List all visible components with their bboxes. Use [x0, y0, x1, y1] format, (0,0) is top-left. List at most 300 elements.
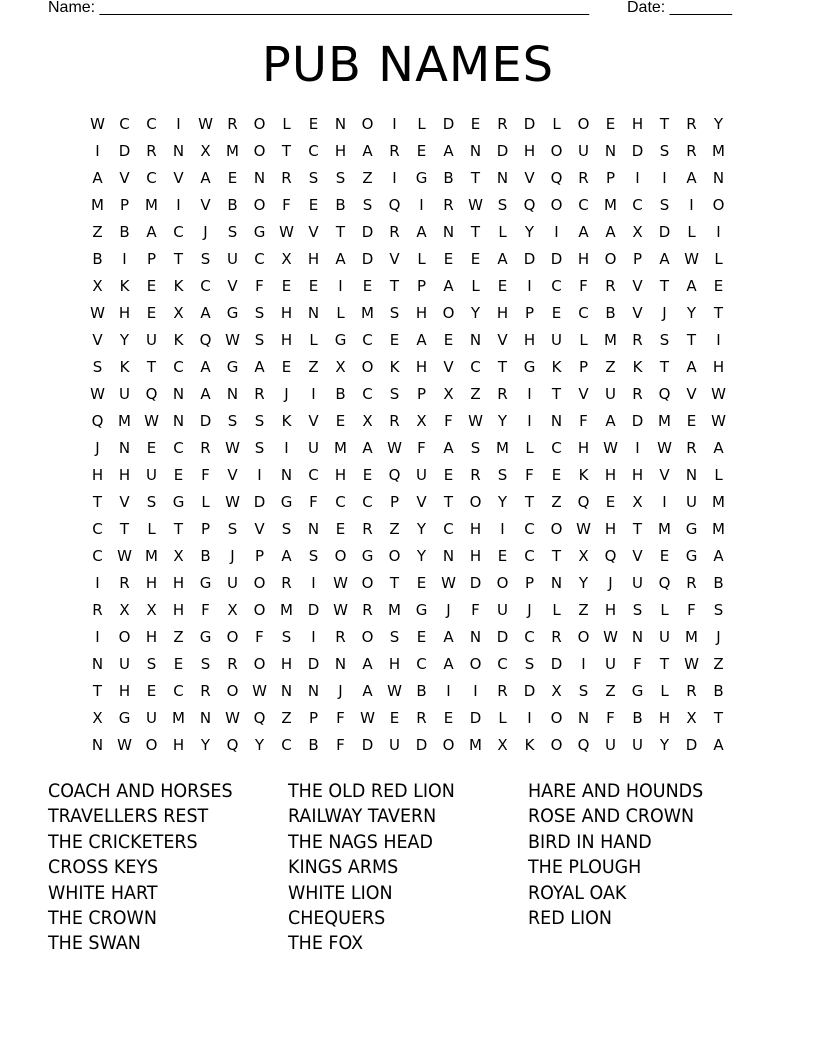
- grid-letter: C: [362, 493, 373, 511]
- grid-row: [84, 408, 732, 435]
- grid-letter: I: [176, 115, 181, 133]
- grid-letter: C: [146, 115, 157, 133]
- grid-letter: H: [631, 115, 644, 133]
- grid-letter: B: [200, 547, 211, 565]
- grid-letter: M: [604, 196, 617, 214]
- grid-letter: P: [605, 169, 616, 187]
- grid-letter: S: [659, 142, 670, 160]
- grid-letter: I: [716, 223, 721, 241]
- grid-letter: C: [173, 358, 184, 376]
- grid-letter: Z: [470, 385, 481, 403]
- grid-letter: S: [254, 331, 265, 349]
- grid-letter: M: [712, 142, 725, 160]
- grid-letter: E: [605, 493, 616, 511]
- grid-letter: R: [551, 628, 562, 646]
- grid-letter: D: [307, 601, 320, 619]
- grid-letter: L: [552, 601, 561, 619]
- grid-letter: M: [496, 439, 509, 457]
- grid-letter: W: [144, 412, 159, 430]
- grid-letter: M: [91, 196, 104, 214]
- grid-letter: X: [551, 682, 562, 700]
- grid-letter: D: [469, 574, 482, 592]
- grid-letter: N: [199, 709, 212, 727]
- grid-letter: Z: [92, 223, 103, 241]
- grid-letter: H: [307, 250, 320, 268]
- grid-letter: D: [523, 115, 536, 133]
- grid-letter: S: [362, 196, 373, 214]
- grid-letter: D: [631, 142, 644, 160]
- grid-letter: I: [635, 169, 640, 187]
- grid-letter: K: [551, 358, 562, 376]
- grid-letter: X: [173, 547, 184, 565]
- grid-letter: W: [711, 385, 726, 403]
- grid-letter: B: [443, 169, 454, 187]
- name-line: Name: _______________________________________________________: [48, 0, 589, 16]
- grid-letter: B: [335, 196, 346, 214]
- grid-letter: U: [389, 736, 400, 754]
- grid-letter: I: [662, 493, 667, 511]
- grid-row: [84, 732, 732, 759]
- grid-letter: L: [498, 709, 507, 727]
- grid-letter: H: [523, 331, 536, 349]
- grid-letter: B: [713, 682, 724, 700]
- grid-letter: S: [200, 655, 211, 673]
- word-list-item: THE OLD RED LION: [288, 780, 455, 802]
- grid-letter: R: [92, 601, 103, 619]
- grid-letter: T: [389, 277, 400, 295]
- grid-letter: R: [686, 142, 697, 160]
- grid-letter: N: [307, 520, 320, 538]
- grid-letter: C: [578, 304, 589, 322]
- grid-letter: D: [523, 682, 536, 700]
- grid-letter: G: [685, 547, 698, 565]
- grid-letter: Q: [604, 547, 617, 565]
- grid-letter: I: [392, 115, 397, 133]
- grid-letter: D: [361, 250, 374, 268]
- grid-letter: H: [604, 601, 617, 619]
- grid-letter: S: [92, 358, 103, 376]
- grid-letter: M: [685, 628, 698, 646]
- grid-letter: R: [389, 223, 400, 241]
- grid-letter: Q: [91, 412, 104, 430]
- grid-letter: O: [442, 304, 455, 322]
- word-list-item: THE PLOUGH: [528, 856, 642, 879]
- grid-letter: M: [118, 412, 131, 430]
- grid-letter: A: [416, 223, 427, 241]
- grid-letter: I: [311, 628, 316, 646]
- grid-letter: A: [362, 655, 373, 673]
- grid-letter: Q: [658, 385, 671, 403]
- grid-letter: S: [335, 169, 346, 187]
- grid-letter: G: [415, 601, 428, 619]
- grid-letter: E: [308, 115, 319, 133]
- grid-letter: M: [334, 439, 347, 457]
- word-list-item: CHEQUERS: [288, 907, 386, 930]
- grid-letter: J: [716, 628, 721, 646]
- grid-letter: J: [284, 385, 289, 403]
- grid-row: [84, 192, 732, 219]
- grid-letter: A: [686, 358, 697, 376]
- grid-letter: M: [226, 142, 239, 160]
- grid-letter: R: [227, 655, 238, 673]
- grid-letter: W: [279, 223, 294, 241]
- grid-letter: I: [554, 223, 559, 241]
- grid-letter: O: [253, 142, 266, 160]
- grid-letter: O: [253, 601, 266, 619]
- grid-letter: W: [576, 520, 591, 538]
- grid-letter: S: [281, 520, 292, 538]
- grid-letter: H: [577, 250, 590, 268]
- grid-letter: A: [200, 304, 211, 322]
- grid-letter: Y: [200, 736, 211, 754]
- grid-letter: C: [92, 520, 103, 538]
- grid-letter: E: [281, 277, 292, 295]
- grid-letter: K: [578, 466, 589, 484]
- grid-letter: H: [388, 655, 401, 673]
- grid-letter: K: [281, 412, 292, 430]
- grid-letter: M: [469, 736, 482, 754]
- grid-letter: W: [333, 601, 348, 619]
- grid-letter: H: [334, 466, 347, 484]
- grid-letter: G: [199, 628, 212, 646]
- grid-letter: T: [92, 682, 103, 700]
- grid-letter: T: [713, 709, 724, 727]
- grid-letter: R: [686, 439, 697, 457]
- grid-letter: P: [146, 250, 157, 268]
- grid-letter: D: [523, 250, 536, 268]
- grid-letter: V: [443, 358, 454, 376]
- grid-letter: W: [603, 628, 618, 646]
- grid-letter: F: [444, 412, 453, 430]
- grid-letter: E: [686, 412, 697, 430]
- grid-letter: C: [362, 331, 373, 349]
- grid-letter: E: [389, 331, 400, 349]
- grid-letter: L: [552, 115, 561, 133]
- grid-letter: A: [686, 169, 697, 187]
- word-list-item: WHITE LION: [288, 881, 393, 904]
- grid-letter: E: [173, 655, 184, 673]
- grid-letter: V: [632, 547, 643, 565]
- grid-letter: S: [308, 547, 319, 565]
- grid-letter: M: [172, 709, 185, 727]
- grid-letter: Z: [308, 358, 319, 376]
- grid-letter: U: [146, 331, 157, 349]
- grid-letter: E: [227, 169, 238, 187]
- grid-letter: E: [146, 439, 157, 457]
- grid-letter: Z: [389, 520, 400, 538]
- grid-letter: R: [200, 439, 211, 457]
- grid-letter: W: [387, 439, 402, 457]
- word-list-column: [528, 779, 768, 957]
- grid-letter: O: [550, 709, 563, 727]
- grid-letter: B: [632, 709, 643, 727]
- grid-letter: S: [254, 412, 265, 430]
- grid-letter: P: [308, 709, 319, 727]
- grid-letter: O: [334, 547, 347, 565]
- grid-letter: C: [119, 115, 130, 133]
- grid-letter: Y: [686, 304, 697, 322]
- grid-letter: S: [227, 412, 238, 430]
- grid-letter: Y: [578, 574, 589, 592]
- grid-letter: A: [713, 439, 724, 457]
- grid-letter: J: [95, 439, 100, 457]
- grid-letter: U: [416, 466, 427, 484]
- grid-letter: N: [550, 412, 563, 430]
- grid-row: [84, 543, 732, 570]
- grid-letter: I: [527, 412, 532, 430]
- grid-letter: C: [173, 439, 184, 457]
- grid-letter: L: [660, 682, 669, 700]
- grid-letter: E: [308, 196, 319, 214]
- grid-letter: N: [631, 628, 644, 646]
- grid-letter: S: [497, 196, 508, 214]
- grid-letter: O: [496, 574, 509, 592]
- grid-letter: N: [496, 169, 509, 187]
- grid-letter: N: [469, 628, 482, 646]
- grid-letter: A: [443, 439, 454, 457]
- grid-letter: G: [685, 520, 698, 538]
- grid-letter: E: [416, 142, 427, 160]
- grid-letter: Y: [713, 115, 724, 133]
- grid-letter: Z: [605, 682, 616, 700]
- grid-letter: E: [389, 709, 400, 727]
- grid-letter: B: [92, 250, 103, 268]
- grid-letter: I: [419, 196, 424, 214]
- grid-letter: I: [689, 196, 694, 214]
- grid-letter: Z: [605, 358, 616, 376]
- grid-letter: A: [200, 358, 211, 376]
- grid-letter: J: [662, 304, 667, 322]
- grid-letter: E: [281, 358, 292, 376]
- grid-letter: W: [90, 304, 105, 322]
- grid-letter: R: [578, 169, 589, 187]
- grid-letter: I: [95, 574, 100, 592]
- grid-letter: H: [712, 358, 725, 376]
- grid-letter: F: [255, 628, 264, 646]
- grid-letter: S: [497, 466, 508, 484]
- grid-letter: W: [225, 331, 240, 349]
- grid-letter: W: [441, 574, 456, 592]
- grid-letter: L: [417, 115, 426, 133]
- grid-letter: R: [497, 682, 508, 700]
- grid-letter: X: [335, 358, 346, 376]
- word-list-item: ROSE AND CROWN: [528, 805, 695, 828]
- grid-letter: C: [551, 439, 562, 457]
- grid-letter: Y: [524, 223, 535, 241]
- grid-letter: T: [173, 250, 184, 268]
- grid-letter: K: [524, 736, 535, 754]
- grid-letter: O: [388, 547, 401, 565]
- grid-letter: T: [92, 493, 103, 511]
- word-list-item: COACH AND HORSES: [48, 780, 233, 802]
- grid-letter: C: [416, 655, 427, 673]
- grid-letter: H: [577, 439, 590, 457]
- grid-letter: L: [147, 520, 156, 538]
- grid-letter: O: [253, 196, 266, 214]
- grid-letter: H: [280, 655, 293, 673]
- grid-letter: C: [254, 250, 265, 268]
- grid-letter: N: [712, 169, 725, 187]
- grid-letter: E: [497, 277, 508, 295]
- grid-letter: V: [173, 169, 184, 187]
- grid-letter: E: [362, 466, 373, 484]
- grid-letter: A: [659, 250, 670, 268]
- grid-letter: W: [90, 385, 105, 403]
- grid-letter: W: [90, 115, 105, 133]
- grid-letter: H: [172, 601, 185, 619]
- grid-letter: K: [173, 277, 184, 295]
- grid-letter: S: [632, 601, 643, 619]
- grid-letter: C: [524, 520, 535, 538]
- grid-letter: G: [199, 574, 212, 592]
- grid-letter: M: [712, 493, 725, 511]
- grid-letter: O: [550, 736, 563, 754]
- grid-letter: O: [577, 115, 590, 133]
- grid-letter: I: [662, 169, 667, 187]
- grid-letter: U: [632, 574, 643, 592]
- grid-letter: E: [362, 277, 373, 295]
- grid-letter: S: [578, 682, 589, 700]
- grid-letter: N: [577, 709, 590, 727]
- grid-letter: I: [176, 196, 181, 214]
- word-list-column: [48, 779, 288, 957]
- grid-letter: O: [145, 736, 158, 754]
- grid-letter: N: [172, 385, 185, 403]
- grid-letter: V: [308, 412, 319, 430]
- grid-letter: Y: [119, 331, 130, 349]
- grid-letter: J: [446, 601, 451, 619]
- grid-letter: P: [200, 520, 211, 538]
- grid-letter: A: [200, 169, 211, 187]
- grid-letter: T: [524, 493, 535, 511]
- grid-letter: F: [282, 196, 291, 214]
- date-line: Date: _______: [627, 0, 732, 16]
- grid-letter: H: [172, 574, 185, 592]
- grid-letter: C: [281, 736, 292, 754]
- grid-letter: E: [443, 250, 454, 268]
- grid-letter: V: [308, 223, 319, 241]
- grid-letter: V: [389, 250, 400, 268]
- grid-letter: V: [119, 169, 130, 187]
- grid-letter: V: [632, 277, 643, 295]
- grid-letter: R: [497, 115, 508, 133]
- grid-letter: T: [659, 115, 670, 133]
- word-list-item: THE CROWN: [48, 907, 157, 930]
- grid-letter: D: [361, 223, 374, 241]
- grid-letter: U: [578, 142, 589, 160]
- grid-letter: G: [172, 493, 185, 511]
- grid-letter: P: [524, 574, 535, 592]
- grid-letter: H: [631, 466, 644, 484]
- grid-letter: N: [280, 466, 293, 484]
- grid-letter: T: [281, 142, 292, 160]
- grid-letter: A: [92, 169, 103, 187]
- grid-letter: P: [389, 493, 400, 511]
- grid-letter: P: [632, 250, 643, 268]
- grid-letter: R: [497, 385, 508, 403]
- grid-letter: Z: [173, 628, 184, 646]
- grid-letter: U: [119, 385, 130, 403]
- grid-letter: J: [230, 547, 235, 565]
- grid-letter: B: [605, 304, 616, 322]
- grid-row: [84, 165, 732, 192]
- grid-letter: W: [387, 682, 402, 700]
- grid-letter: A: [686, 277, 697, 295]
- grid-letter: Q: [577, 736, 590, 754]
- grid-letter: R: [416, 709, 427, 727]
- grid-letter: K: [389, 358, 400, 376]
- grid-letter: D: [631, 412, 644, 430]
- grid-letter: T: [551, 385, 562, 403]
- grid-letter: L: [525, 439, 534, 457]
- grid-letter: R: [146, 142, 157, 160]
- grid-letter: B: [308, 736, 319, 754]
- grid-letter: L: [498, 223, 507, 241]
- grid-letter: O: [253, 115, 266, 133]
- grid-letter: W: [360, 709, 375, 727]
- grid-letter: H: [523, 142, 536, 160]
- grid-letter: F: [201, 466, 210, 484]
- grid-letter: P: [119, 196, 130, 214]
- grid-letter: D: [199, 412, 212, 430]
- grid-letter: G: [226, 358, 239, 376]
- letter-grid: [84, 111, 732, 759]
- grid-letter: M: [361, 304, 374, 322]
- grid-letter: U: [605, 655, 616, 673]
- grid-letter: C: [443, 520, 454, 538]
- grid-letter: T: [497, 358, 508, 376]
- grid-row: [84, 219, 732, 246]
- grid-letter: H: [496, 304, 509, 322]
- grid-letter: A: [335, 250, 346, 268]
- grid-letter: W: [603, 439, 618, 457]
- grid-letter: K: [632, 358, 643, 376]
- grid-letter: D: [496, 142, 509, 160]
- grid-letter: I: [635, 439, 640, 457]
- grid-letter: E: [308, 277, 319, 295]
- grid-letter: H: [415, 304, 428, 322]
- grid-letter: Y: [254, 736, 265, 754]
- grid-letter: A: [362, 439, 373, 457]
- grid-letter: V: [227, 466, 238, 484]
- word-list-item: RAILWAY TAVERN: [288, 805, 437, 828]
- grid-letter: S: [713, 601, 724, 619]
- grid-row: [84, 516, 732, 543]
- grid-letter: R: [686, 115, 697, 133]
- grid-letter: E: [551, 466, 562, 484]
- grid-letter: C: [308, 466, 319, 484]
- grid-letter: V: [524, 169, 535, 187]
- grid-letter: Q: [550, 169, 563, 187]
- grid-letter: W: [117, 736, 132, 754]
- grid-letter: O: [550, 196, 563, 214]
- grid-letter: O: [361, 628, 374, 646]
- grid-letter: N: [253, 169, 266, 187]
- grid-letter: J: [338, 682, 343, 700]
- grid-letter: L: [336, 304, 345, 322]
- grid-letter: C: [308, 142, 319, 160]
- grid-letter: L: [309, 331, 318, 349]
- grid-letter: X: [362, 412, 373, 430]
- grid-letter: M: [388, 601, 401, 619]
- grid-letter: N: [334, 115, 347, 133]
- grid-row: [84, 489, 732, 516]
- grid-letter: H: [280, 304, 293, 322]
- grid-row: [84, 246, 732, 273]
- word-list-item: THE SWAN: [48, 932, 141, 955]
- grid-letter: M: [712, 520, 725, 538]
- grid-letter: H: [118, 682, 131, 700]
